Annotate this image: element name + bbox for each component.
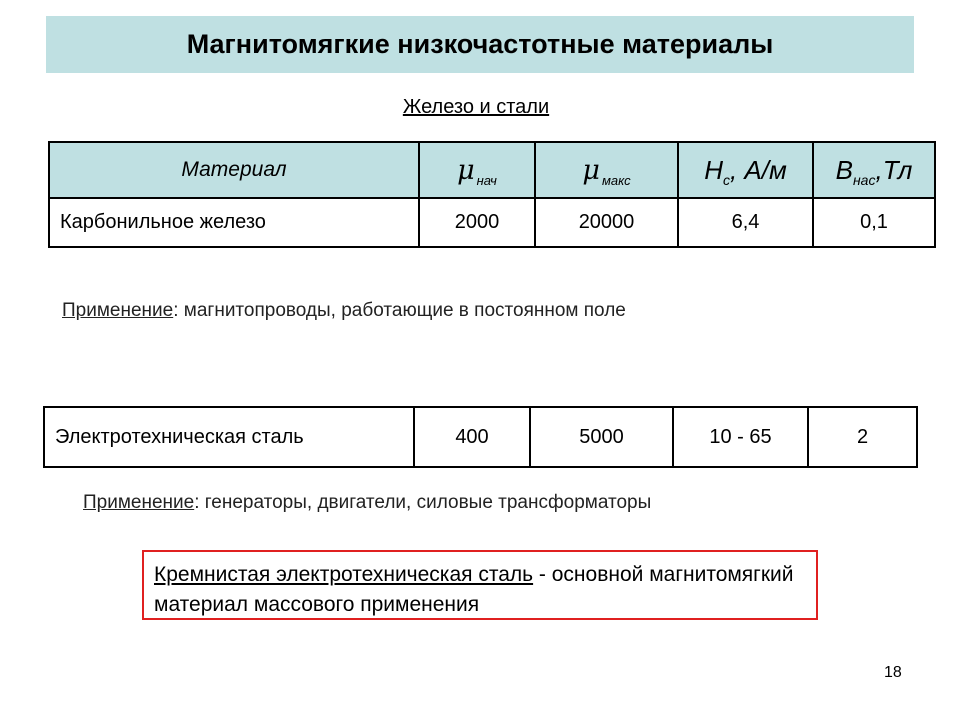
application-line-2 bbox=[83, 492, 651, 514]
bs-subscript: нас bbox=[852, 171, 876, 188]
header-saturation bbox=[813, 142, 935, 198]
application-text: : магнитопроводы, работающие в постоянном поле bbox=[173, 300, 626, 321]
properties-table bbox=[48, 141, 936, 248]
table-row bbox=[49, 198, 935, 247]
note-text: - основной магнитомягкий материал массового применения bbox=[154, 563, 794, 616]
cell-material: Карбонильное железо bbox=[49, 198, 419, 247]
bs-unit: ,Тл bbox=[875, 154, 913, 185]
cell-coercivity: 6,4 bbox=[678, 198, 813, 247]
mu-max-subscript: макс bbox=[601, 172, 631, 188]
note-underlined: Кремнистая электротехническая сталь bbox=[154, 563, 534, 586]
table-row bbox=[44, 407, 917, 467]
cell-mu-initial: 2000 bbox=[419, 198, 535, 247]
mu-symbol: μ bbox=[457, 154, 475, 186]
mu-initial-subscript: нач bbox=[476, 172, 497, 188]
page-number: 18 bbox=[884, 664, 902, 681]
cell-mu-max: 5000 bbox=[530, 407, 673, 467]
hc-unit: , А/м bbox=[729, 154, 787, 185]
hc-subscript: c bbox=[722, 171, 730, 188]
steel-table bbox=[43, 406, 918, 468]
bs-symbol: B bbox=[835, 154, 853, 185]
header-coercivity bbox=[678, 142, 813, 198]
application-line-1 bbox=[62, 300, 626, 322]
cell-saturation: 2 bbox=[808, 407, 917, 467]
cell-saturation: 0,1 bbox=[813, 198, 935, 247]
application-text: : генераторы, двигатели, силовые трансформаторы bbox=[194, 492, 652, 513]
header-mu-initial bbox=[419, 142, 535, 198]
cell-mu-initial: 400 bbox=[414, 407, 530, 467]
highlight-note bbox=[142, 550, 818, 620]
mu-symbol: μ bbox=[582, 154, 600, 186]
section-subtitle: Железо и стали bbox=[402, 96, 550, 118]
application-label: Применение bbox=[83, 492, 195, 513]
header-material: Материал bbox=[49, 142, 419, 198]
header-mu-max bbox=[535, 142, 678, 198]
cell-coercivity: 10 - 65 bbox=[673, 407, 808, 467]
slide-title-text: Магнитомягкие низкочастотные материалы bbox=[186, 29, 774, 59]
slide-title bbox=[46, 16, 914, 73]
cell-mu-max: 20000 bbox=[535, 198, 678, 247]
cell-material: Электротехническая сталь bbox=[44, 407, 414, 467]
table-header-row bbox=[49, 142, 935, 198]
hc-symbol: H bbox=[704, 154, 723, 185]
application-label: Применение bbox=[62, 300, 174, 321]
